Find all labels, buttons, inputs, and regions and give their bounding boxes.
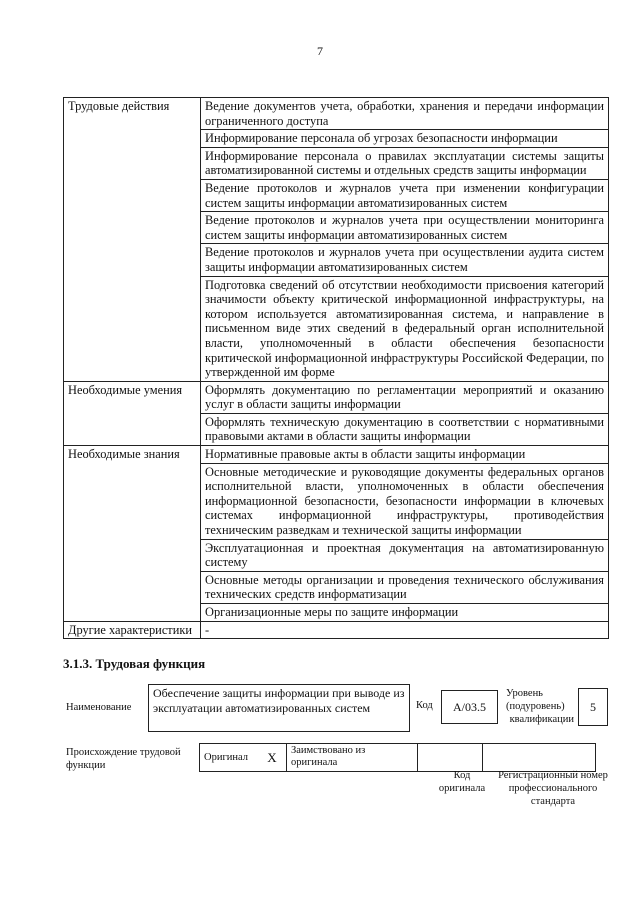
row-content: Организационные меры по защите информации [201,604,609,622]
level-label [506,687,574,726]
original-code-cell [418,744,483,772]
original-code-note: Код оригинала [438,770,486,794]
table-row [64,621,609,639]
table-row [64,98,609,130]
level-label-line-1: Уровень [506,688,543,699]
row-content: Оформлять документацию по регламентации мероприятий и оказанию услуг в области защиты информации [201,381,609,413]
row-content: Информирование персонала о правилах эксплуатации системы защиты автоматизированной системы и отдельных средств защиты информации [201,147,609,179]
table-row [64,381,609,413]
row-label: Трудовые действия [64,98,201,382]
section-title: 3.1.3. Трудовая функция [63,656,206,671]
level-value: 5 [578,688,608,726]
original-label: Оригинал [200,744,259,772]
registration-number-cell [483,744,596,772]
row-content: Эксплуатационная и проектная документация на автоматизированную систему [201,539,609,571]
name-label: Наименование [66,702,132,713]
row-content: Нормативные правовые акты в области защиты информации [201,446,609,464]
row-content: Ведение документов учета, обработки, хранения и передачи информации ограниченного доступа [201,98,609,130]
function-name-value: Обеспечение защиты информации при выводе из эксплуатации автоматизированных систем [148,684,410,732]
row-content: Ведение протоколов и журналов учета при изменении конфигурации систем защиты информации автоматизированных систем [201,179,609,211]
function-code-value: А/03.5 [441,690,498,724]
level-label-line-3: квалификации [509,714,574,725]
original-mark: X [258,744,287,772]
row-label: Необходимые умения [64,381,201,445]
code-label: Код [416,700,433,711]
table-row [64,446,609,464]
work-function-table [63,97,609,639]
registration-number-note: Регистрационный номер профессионального стандарта [498,770,608,807]
row-content: Ведение протоколов и журналов учета при осуществлении аудита систем защиты информации автоматизированных систем [201,244,609,276]
level-label-line-2: (подуровень) [506,701,565,712]
row-content: Подготовка сведений об отсутствии необходимости присвоения категорий значимости объекту критической информационной инфраструктуры, на котором используется автоматизированная система, и направление в письменном виде этих сведений в федеральный орган исполнительной власти, уполномоченный в области обеспечения безопасности критической информационной инфраструктуры Российской Федерации, по утвержденной им форме [201,276,609,381]
row-content: Основные методические и руководящие документы федеральных органов исполнительной власти, уполномоченных в области обеспечения информационной безопасности, безопасности информации в ключевых системах информационной инфраструктуры, противодействия техническим разведкам и технической защиты информации [201,463,609,539]
borrowed-label: Заимствовано из оригинала [287,744,418,772]
row-content: Оформлять техническую документацию в соответствии с нормативными правовыми актами в области защиты информации [201,413,609,445]
origin-table [199,743,596,772]
row-content: Ведение протоколов и журналов учета при осуществлении мониторинга систем защиты информации автоматизированных систем [201,212,609,244]
row-label: Необходимые знания [64,446,201,622]
row-content: Основные методы организации и проведения технического обслуживания технических средств информатизации [201,571,609,603]
page-number: 7 [317,44,323,58]
row-content: Информирование персонала об угрозах безопасности информации [201,130,609,148]
row-content: - [201,621,609,639]
row-label: Другие характеристики [64,621,201,639]
origin-label: Происхождение трудовой функции [66,747,181,771]
